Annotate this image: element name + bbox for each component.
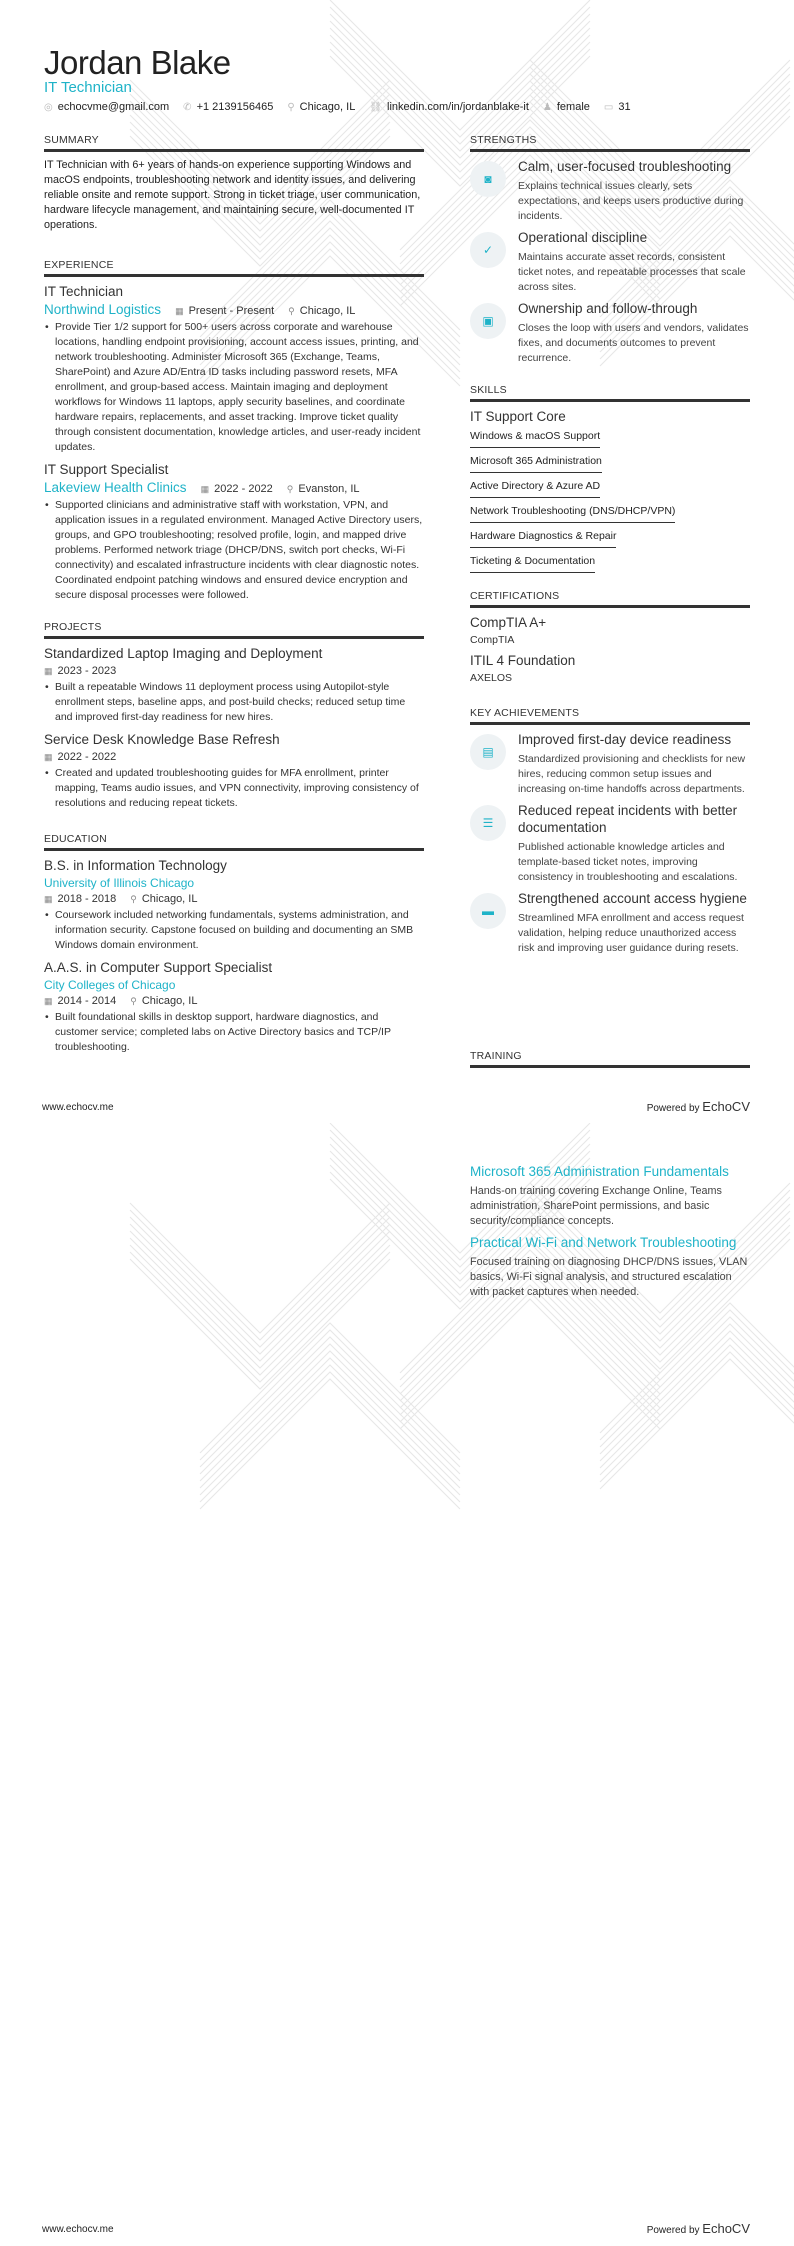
location-text: Chicago, IL: [299, 305, 356, 317]
certifications-section: [470, 590, 750, 687]
location-text: Chicago, IL: [141, 893, 198, 905]
contact-linkedin[interactable]: [369, 101, 529, 113]
experience-item: [44, 461, 424, 603]
project-item: [44, 731, 424, 811]
powered-by[interactable]: [647, 1099, 750, 1114]
date-range: 2014 - 2014: [57, 995, 117, 1007]
bullet-list: [44, 1010, 424, 1055]
location-text: Chicago, IL: [141, 995, 198, 1007]
bullet-item: • Created and updated troubleshooting guides for MFA enrollment, printer mapping, Teams audio issues, and VPN connectivity, improving consistency of resolutions and reducing repeat tickets.: [44, 766, 424, 811]
feature-title: Improved first-day device readiness: [518, 732, 732, 747]
company-row: [44, 301, 424, 320]
certification-name: ITIL 4 Foundation: [470, 653, 576, 668]
location-icon: ⚲: [130, 996, 137, 1006]
bullet-list: [44, 680, 424, 725]
skill-item: Ticketing & Documentation: [470, 552, 595, 573]
bullet-item: • Provide Tier 1/2 support for 500+ users across corporate and warehouse locations, handling endpoint provisioning, account access issues, printing, and network troubleshooting. Administer Microsoft 365 (Exchange, Teams, SharePoint) and Azure AD/Entra ID tasks including password resets, MFA enrollment, and group-based access. Maintain imaging and deployment workflows for Windows 11 laptops, apply security baselines, and coordinate hardware repairs, replacements, and asset tracking. Improve ticket quality through consistent documentation, knowledge articles, and user-ready incident updates.: [44, 320, 424, 455]
location-icon: ⚲: [287, 101, 295, 113]
skill-item: Microsoft 365 Administration: [470, 452, 602, 473]
contact-text: 31: [618, 101, 631, 113]
strengths-item: [470, 229, 750, 295]
feature-desc: Closes the loop with users and vendors, validates fixes, and documents outcomes to prevent recurrence.: [518, 322, 749, 364]
footer-site-link[interactable]: www.echocv.me: [42, 2224, 114, 2235]
date-range: 2022 - 2022: [57, 751, 117, 763]
strengths-section: [470, 134, 750, 366]
footer-site-link[interactable]: www.echocv.me: [42, 1102, 114, 1113]
feature-body: [518, 890, 750, 956]
bullet-item: • Supported clinicians and administrative staff with workstation, VPN, and application issues in a regulated environment. Managed Active Directory users, groups, and GPO troubleshooting; resolved profile, login, and mapped drive problems. Performed network triage (DHCP/DNS, switch port checks, Wi-Fi connectivity) and escalated infrastructure incidents with clear diagnostic notes. Coordinated endpoint patching windows and ensured device encryption and secure disposal processes were followed.: [44, 498, 424, 603]
skill-row: [470, 451, 750, 476]
strengths-item: [470, 158, 750, 224]
project-item: [44, 645, 424, 725]
dates: [201, 481, 273, 498]
contact-text: female: [556, 101, 590, 113]
meta-row: [201, 481, 360, 498]
feature-title: Calm, user-focused troubleshooting: [518, 159, 732, 174]
training-title: Practical Wi-Fi and Network Troubleshooting: [470, 1235, 737, 1250]
achievements-item: [470, 731, 750, 797]
calendar-icon: ▦: [200, 484, 210, 494]
location-icon: ⚲: [288, 306, 295, 316]
achievements-item: [470, 802, 750, 885]
bullet-list: [44, 766, 424, 811]
dates: [44, 749, 116, 766]
section-heading: CERTIFICATIONS: [470, 590, 750, 608]
contact-row: [44, 101, 631, 113]
left-column: [44, 134, 424, 1061]
project-title: Standardized Laptop Imaging and Deployment: [44, 646, 323, 661]
contact-text: +1 2139156465: [196, 101, 274, 113]
bullet-list: [44, 498, 424, 603]
section-heading: SKILLS: [470, 384, 750, 402]
powered-by-label: Powered by: [646, 2225, 700, 2236]
feature-desc: Explains technical issues clearly, sets expectations, and keeps users productive during incidents.: [518, 180, 744, 222]
feature-desc: Streamlined MFA enrollment and access request validation, helping reduce unauthorized access risk and improving user guidance during resets.: [518, 912, 744, 954]
section-heading: SUMMARY: [44, 134, 424, 152]
chip-icon: ▣: [470, 303, 506, 339]
dates: [175, 303, 274, 320]
powered-by[interactable]: [647, 2221, 750, 2236]
training-list: [470, 1163, 750, 1305]
skill-item: Windows & macOS Support: [470, 427, 600, 448]
meta-row: [44, 891, 424, 908]
location: [130, 993, 197, 1010]
education-item: [44, 857, 424, 953]
training-desc: Focused training on diagnosing DHCP/DNS issues, VLAN basics, Wi-Fi signal analysis, and structured escalation with packet captures when needed.: [470, 1256, 748, 1298]
dates: [44, 663, 116, 680]
section-heading: PROJECTS: [44, 621, 424, 639]
feature-title: Ownership and follow-through: [518, 301, 698, 316]
dates: [44, 891, 116, 908]
achievements-item: [470, 890, 750, 956]
experience-item: [44, 283, 424, 455]
camera-icon: ◙: [470, 161, 506, 197]
company-name: Northwind Logistics: [44, 302, 162, 317]
skill-row: [470, 476, 750, 501]
training-section: [470, 1050, 750, 1074]
calendar-icon: ▦: [44, 996, 53, 1006]
skill-group-title: IT Support Core: [470, 409, 566, 424]
feature-title: Operational discipline: [518, 230, 648, 245]
feature-body: [518, 802, 750, 885]
contact-text: echocvme@gmail.com: [57, 101, 170, 113]
location-text: Evanston, IL: [298, 483, 360, 495]
location-icon: ⚲: [130, 894, 137, 904]
calendar-icon: ▦: [175, 306, 184, 316]
feature-body: [518, 158, 750, 224]
location: [130, 891, 197, 908]
certification-item: [470, 652, 750, 687]
bullet-item: • Built foundational skills in desktop support, hardware diagnostics, and customer service; completed labs on Active Directory basics and TCP/IP troubleshooting.: [44, 1010, 424, 1055]
calendar-icon: ▭: [603, 101, 614, 113]
feature-body: [518, 300, 750, 366]
bullet-item: • Built a repeatable Windows 11 deployment process using Autopilot-style enrollment steps, baseline apps, and post-build checks; reduced setup time and improved first-day readiness for new hires.: [44, 680, 424, 725]
certification-item: [470, 614, 750, 649]
person-icon: ♟: [542, 101, 552, 113]
feature-title: Strengthened account access hygiene: [518, 891, 747, 906]
check-icon: ✓: [470, 232, 506, 268]
project-title: Service Desk Knowledge Base Refresh: [44, 732, 280, 747]
experience-section: [44, 259, 424, 603]
section-heading: EXPERIENCE: [44, 259, 424, 277]
skill-item: Hardware Diagnostics & Repair: [470, 527, 616, 548]
training-item: [470, 1234, 750, 1300]
bullet-item: • Coursework included networking fundamentals, systems administration, and information security. Capstone focused on building and documenting an SMB Windows domain environment.: [44, 908, 424, 953]
meta-row: [44, 663, 424, 680]
skills-section: [470, 384, 750, 576]
summary-text: IT Technician with 6+ years of hands-on experience supporting Windows and macOS endpoints, troubleshooting network and identity issues, and delivering reliable onsite and remote support. Strong in ticket triage, user communication, hardware lifecycle management, and maintaining secure, well-documented IT operations.: [44, 159, 421, 231]
calendar-icon: ▦: [44, 894, 53, 904]
location-icon: ⚲: [286, 484, 294, 494]
phone-icon: ✆: [183, 101, 192, 113]
meta-row: [44, 993, 424, 1010]
achievements-section: [470, 707, 750, 956]
date-range: Present - Present: [188, 305, 275, 317]
chat-icon: ▬: [470, 893, 506, 929]
calendar-icon: ▦: [44, 666, 53, 676]
section-heading: STRENGTHS: [470, 134, 750, 152]
certification-issuer: AXELOS: [470, 672, 513, 684]
email-icon: ◎: [44, 101, 53, 113]
calendar-icon: ▦: [44, 752, 53, 762]
feature-desc: Maintains accurate asset records, consistent ticket notes, and repeatable processes that scale across sites.: [518, 251, 746, 293]
education-section: [44, 833, 424, 1055]
bullet-list: [44, 908, 424, 953]
projects-section: [44, 621, 424, 811]
strengths-item: [470, 300, 750, 366]
feature-body: [518, 731, 750, 797]
job-title: IT Technician: [44, 284, 124, 299]
job-title: IT Support Specialist: [44, 462, 169, 477]
training-item: [470, 1163, 750, 1229]
location: [287, 481, 360, 498]
degree: A.A.S. in Computer Support Specialist: [44, 960, 273, 975]
certification-issuer: CompTIA: [470, 634, 515, 646]
contact-gender: [543, 101, 590, 113]
contact-text: linkedin.com/in/jordanblake-it: [387, 101, 529, 113]
date-range: 2022 - 2022: [214, 483, 273, 495]
contact-phone[interactable]: [183, 101, 273, 113]
skill-item: Network Troubleshooting (DNS/DHCP/VPN): [470, 502, 675, 523]
certification-name: CompTIA A+: [470, 615, 547, 630]
skill-item: Active Directory & Azure AD: [470, 477, 600, 498]
contact-age: [604, 101, 631, 113]
education-item: [44, 959, 424, 1055]
feature-body: [518, 229, 750, 295]
training-title: Microsoft 365 Administration Fundamentals: [470, 1164, 729, 1179]
bullet-list: [44, 320, 424, 455]
powered-by-label: Powered by: [646, 1103, 700, 1114]
summary-section: [44, 134, 424, 233]
company-row: [44, 479, 424, 498]
section-heading: EDUCATION: [44, 833, 424, 851]
skill-row: [470, 426, 750, 451]
right-column: [470, 134, 750, 961]
date-range: 2018 - 2018: [57, 893, 117, 905]
contact-text: Chicago, IL: [299, 101, 356, 113]
location: [288, 303, 355, 320]
candidate-name: Jordan Blake: [44, 44, 231, 81]
feature-desc: Standardized provisioning and checklists for new hires, reducing common setup issues and increasing on-time handoffs across departments.: [518, 753, 746, 795]
meta-row: [44, 749, 424, 766]
brand-name: EchoCV: [702, 1099, 750, 1114]
section-heading: TRAINING: [470, 1050, 750, 1068]
document-lines-icon: ☰: [470, 805, 506, 841]
skill-row: [470, 551, 750, 576]
feature-desc: Published actionable knowledge articles and template-based ticket notes, improving consistency in troubleshooting and escalations.: [518, 841, 738, 883]
training-desc: Hands-on training covering Exchange Online, Teams administration, SharePoint permissions, and basic security/compliance concepts.: [470, 1185, 722, 1227]
candidate-title: IT Technician: [44, 79, 132, 96]
date-range: 2023 - 2023: [57, 665, 117, 677]
contact-location: [287, 101, 355, 113]
section-heading: KEY ACHIEVEMENTS: [470, 707, 750, 725]
link-icon: ⛓: [369, 101, 383, 113]
skill-row: [470, 526, 750, 551]
degree: B.S. in Information Technology: [44, 858, 227, 873]
company-name: Lakeview Health Clinics: [44, 480, 187, 495]
contact-email[interactable]: [44, 101, 169, 113]
school-name: City Colleges of Chicago: [44, 978, 176, 992]
skill-row: [470, 501, 750, 526]
feature-title: Reduced repeat incidents with better documentation: [518, 803, 738, 835]
dates: [44, 993, 116, 1010]
school-name: University of Illinois Chicago: [44, 876, 195, 890]
brand-name: EchoCV: [702, 2221, 750, 2236]
meta-row: [175, 303, 355, 320]
chart-icon: ▤: [470, 734, 506, 770]
